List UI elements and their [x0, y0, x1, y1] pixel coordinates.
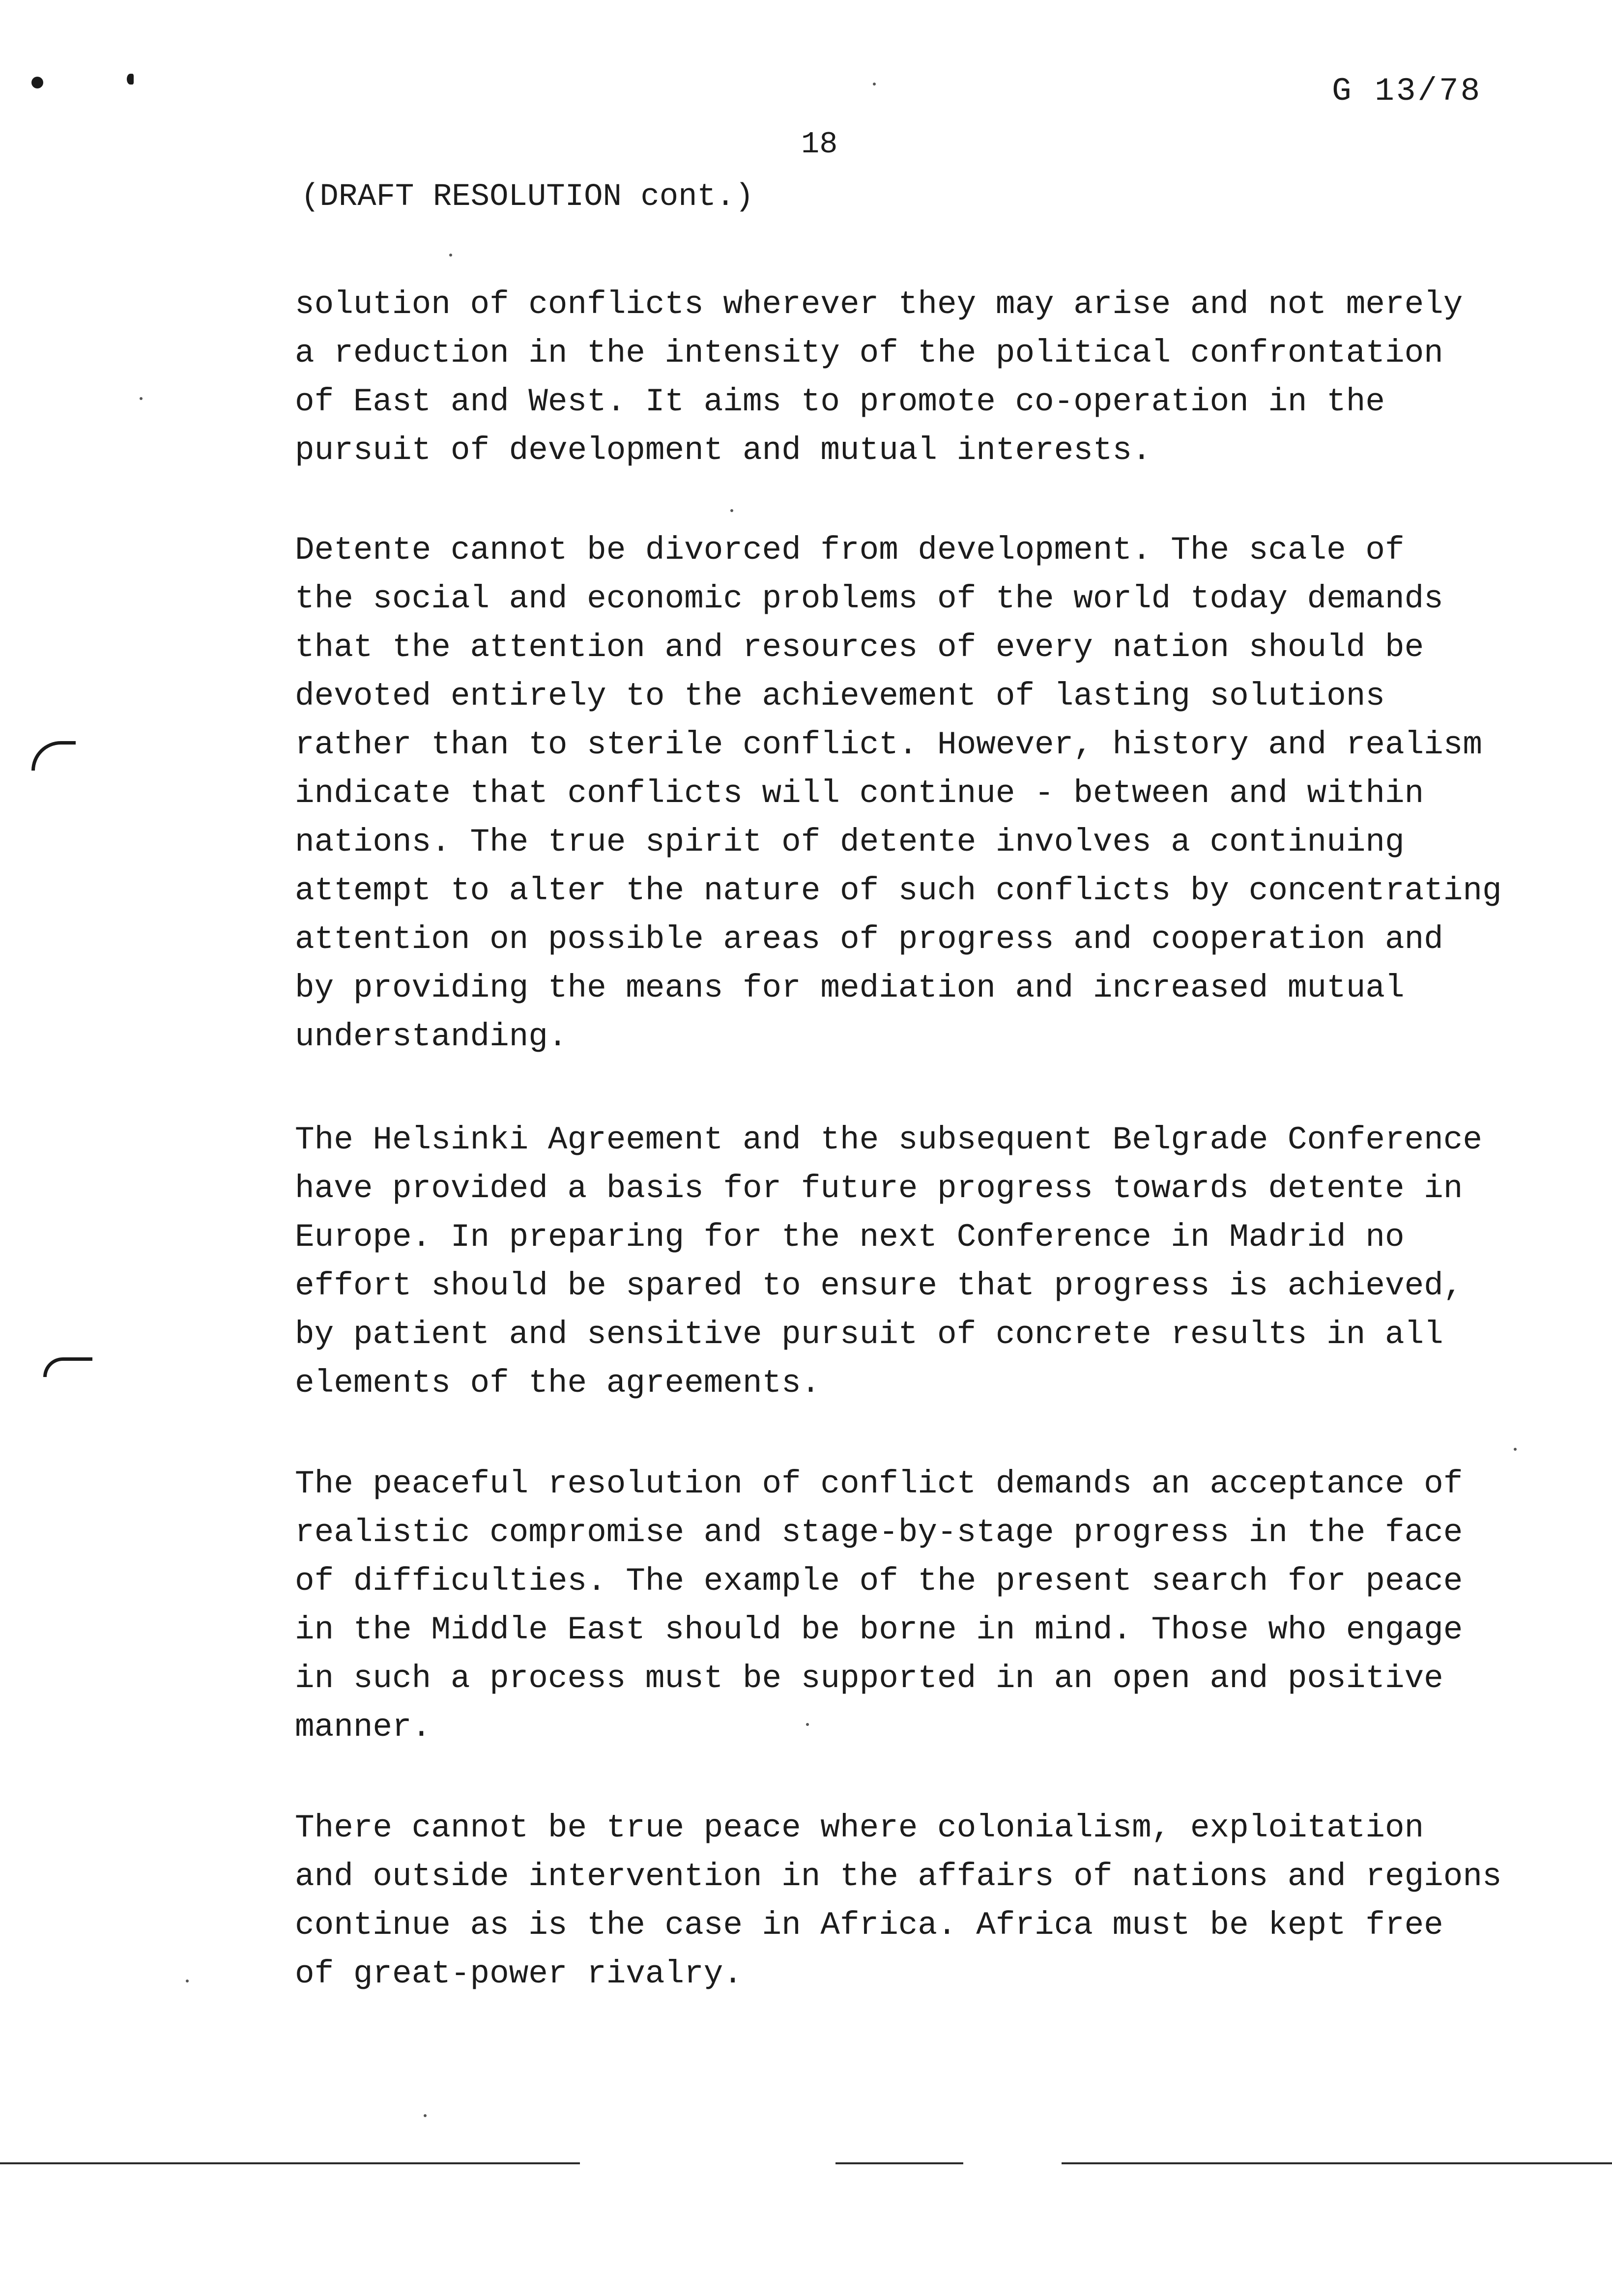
text-line: elements of the agreements.: [295, 1365, 821, 1402]
binder-arc-mark: [31, 741, 76, 771]
punch-hole-mark: [127, 74, 134, 85]
text-line: effort should be spared to ensure that progress is achieved,: [295, 1267, 1463, 1304]
text-line: rather than to sterile conflict. However, history and realism: [295, 726, 1482, 763]
paragraph: [295, 1116, 1482, 1407]
text-line: Europe. In preparing for the next Conference in Madrid no: [295, 1219, 1405, 1256]
text-line: a reduction in the intensity of the political confrontation: [295, 335, 1443, 372]
document-reference: G 13/78: [1332, 73, 1482, 110]
text-line: and outside intervention in the affairs of nations and regions: [295, 1858, 1502, 1895]
bottom-rule-gap: [963, 2161, 1062, 2165]
scan-speck: [186, 1980, 189, 1982]
text-line: in the Middle East should be borne in mind. Those who engage: [295, 1611, 1463, 1648]
text-line: of East and West. It aims to promote co-operation in the: [295, 383, 1385, 420]
text-line: attempt to alter the nature of such conflicts by concentrating: [295, 872, 1502, 909]
scan-speck: [873, 83, 876, 86]
text-line: There cannot be true peace where colonialism, exploitation: [295, 1809, 1424, 1846]
punch-hole-mark: [31, 77, 43, 88]
text-line: by providing the means for mediation and increased mutual: [295, 970, 1405, 1006]
page-number: 18: [801, 127, 838, 162]
text-line: manner.: [295, 1709, 432, 1746]
scan-speck: [730, 509, 733, 512]
text-line: in such a process must be supported in an open and positive: [295, 1660, 1443, 1697]
paragraph: [295, 526, 1502, 1061]
section-heading: (DRAFT RESOLUTION cont.): [301, 179, 754, 215]
paragraph: [295, 280, 1463, 475]
text-line: by patient and sensitive pursuit of concrete results in all: [295, 1316, 1443, 1353]
binder-arc-mark: [43, 1357, 92, 1377]
text-line: the social and economic problems of the world today demands: [295, 580, 1443, 617]
paragraph: [295, 1804, 1502, 1998]
text-line: of great-power rivalry.: [295, 1955, 743, 1992]
text-line: indicate that conflicts will continue - between and within: [295, 775, 1424, 812]
bottom-rule-gap: [580, 2161, 835, 2165]
text-line: attention on possible areas of progress and cooperation and: [295, 921, 1443, 958]
text-line: that the attention and resources of every nation should be: [295, 629, 1424, 666]
text-line: nations. The true spirit of detente involves a continuing: [295, 824, 1405, 861]
paragraph: [295, 1460, 1463, 1751]
text-line: of difficulties. The example of the present search for peace: [295, 1563, 1463, 1600]
text-line: Detente cannot be divorced from development. The scale of: [295, 532, 1405, 569]
text-line: The Helsinki Agreement and the subsequent Belgrade Conference: [295, 1121, 1482, 1158]
text-line: devoted entirely to the achievement of lasting solutions: [295, 678, 1385, 715]
scan-speck: [449, 254, 452, 257]
text-line: realistic compromise and stage-by-stage progress in the face: [295, 1514, 1463, 1551]
text-line: solution of conflicts wherever they may arise and not merely: [295, 286, 1463, 323]
text-line: pursuit of development and mutual interests.: [295, 432, 1151, 469]
text-line: understanding.: [295, 1018, 568, 1055]
scan-speck: [424, 2114, 427, 2117]
scan-speck: [140, 397, 143, 400]
text-line: have provided a basis for future progress towards detente in: [295, 1170, 1463, 1207]
text-line: The peaceful resolution of conflict demands an acceptance of: [295, 1465, 1463, 1502]
text-line: continue as is the case in Africa. Africa must be kept free: [295, 1907, 1443, 1944]
scan-speck: [1514, 1448, 1517, 1451]
